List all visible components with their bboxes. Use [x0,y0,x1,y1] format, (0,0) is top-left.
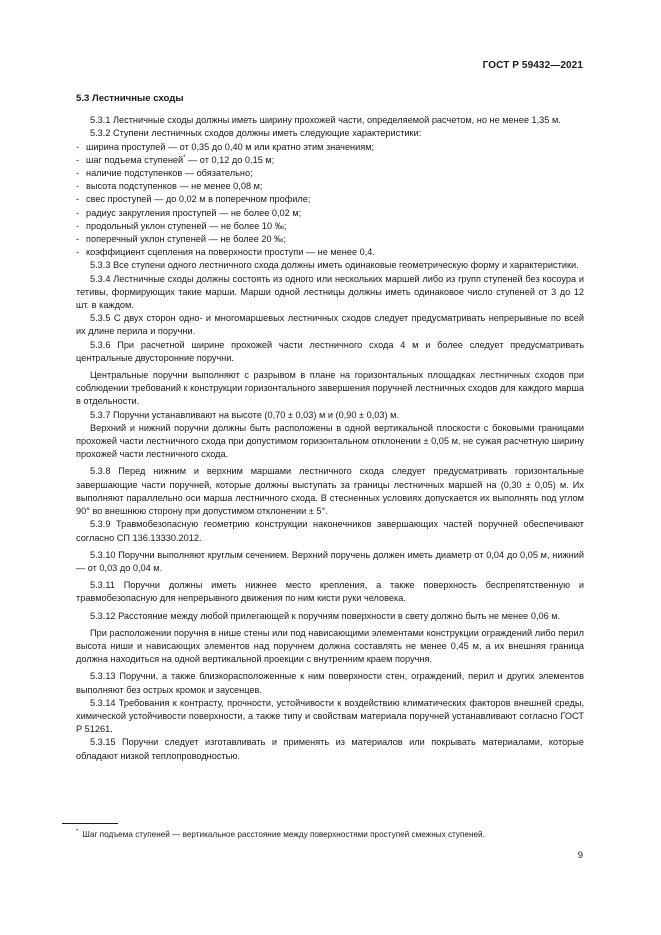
footnote-divider [62,823,118,824]
clause-5-3-5: 5.3.5 С двух сторон одно- и многомаршевых лестничных сходов следует предусматривать непрерывные по всей их длине перила и поручни. [76,313,584,337]
clause-paragraph: Верхний и нижний поручни должны быть расположены в одной вертикальной плоскости с боковыми границами прохожей части лестничного схода при допустимом горизонтальном отклонении ± 0,05 м, не сужая расчетную ширину прохожей части лестничного схода. [76,422,584,460]
page-content [76,92,584,763]
clause-5-3-12: 5.3.12 Расстояние между любой прилегающей к поручням поверхности в свету должно быть не менее 0,06 м. [90,610,561,621]
footnote-text: Шаг подъема ступеней — вертикальное расстояние между поверхностями проступей смежных ступеней. [82,830,485,839]
list-item: - высота подступенков — не менее 0,08 м; [76,181,263,192]
footnote [76,829,584,840]
clause-5-3-1: 5.3.1 Лестничные сходы должны иметь ширину прохожей части, определяемой расчетом, но не менее 1,35 м. [90,115,561,126]
document-code: ГОСТ Р 59432—2021 [482,60,583,71]
characteristics-list [76,141,584,260]
list-item: - поперечный уклон ступеней — не более 20 ‰; [76,234,286,245]
clause-5-3-6: 5.3.6 При расчетной ширине прохожей части лестничного схода 4 м и более следует предусматривать центральные двусторонние поручни. [76,339,584,363]
clause-5-3-9: 5.3.9 Травмобезопасную геометрию конструкции наконечников завершающих частей поручней обеспечивают согласно СП 136.13330.2012. [76,519,584,543]
clause-5-3-13: 5.3.13 Поручни, а также близкорасположенные к ним поверхности стен, ограждений, перил и других элементов выполняют без острых кромок и заусенцев. [76,671,584,695]
clause-5-3-7: 5.3.7 Поручни устанавливают на высоте (0,70 ± 0,03) м и (0,90 ± 0,03) м. [90,409,400,420]
clause-5-3-2: 5.3.2 Ступени лестничных сходов должны иметь следующие характеристики: [90,128,422,139]
clause-paragraph: При расположении поручня в нише стены или под нависающими элементами конструкции ограждений либо перил высота ниши и нависающих элементов над поручнем должна составлять не менее 0,45 м, а их внешняя граница должна находиться на одной вертикальной проекции с внутренним краем поручня. [76,627,584,665]
clause-5-3-3: 5.3.3 Все ступени одного лестничного схода должны иметь одинаковые геометрическую форму и характеристики. [90,260,579,271]
section-heading: 5.3 Лестничные сходы [76,93,184,104]
list-item: - радиус закругления проступей — не более 0,02 м; [76,207,302,218]
list-item: - коэффициент сцепления на поверхности проступи — не менее 0,4. [76,247,375,258]
clause-5-3-8: 5.3.8 Перед нижним и верхним маршами лестничного схода следует предусматривать горизонтальные завершающие части поручней, которые должны выступать за границы лестничных маршей на (0,30 ± 0,05) м. Их выполняют параллельно оси марша лестничного схода. В стесненных условиях допускается их выполнять под углом 90° во внешнюю сторону при допустимом отклонении ± 5°. [76,466,584,517]
clause-5-3-10: 5.3.10 Поручни выполняют круглым сечением. Верхний поручень должен иметь диаметр от 0,04 до 0,05 м, нижний — от 0,03 до 0,04 м. [76,549,584,573]
clause-5-3-14: 5.3.14 Требования к контрасту, прочности, устойчивости к воздействию климатических факторов внешней среды, химической устойчивости поверхности, а также типу и свойствам материала поручней устанавливают согласно ГОСТ Р 51261. [76,697,584,735]
page-number: 9 [577,850,583,861]
list-item: - продольный уклон ступеней — не более 10 ‰; [76,220,287,231]
list-item: - шаг подъема ступеней* — от 0,12 до 0,15 м; [76,154,275,165]
list-item: - ширина проступей — от 0,35 до 0,40 м или кратно этим значениям; [76,141,375,152]
clause-5-3-15: 5.3.15 Поручни следует изготавливать и применять из материалов или покрывать материалами, которые обладают низкой теплопроводностью. [76,737,584,761]
footnote-reference: * [183,154,186,161]
list-item: - свес проступей — до 0,02 м в поперечном профиле; [76,194,311,205]
clause-paragraph: Центральные поручни выполняют с разрывом в плане на горизонтальных площадках лестничных сходов при соблюдении требований к конструкции горизонтального завершения поручней лестничных сходов для каждого марша в отдельности. [76,370,584,407]
footnote-mark: * [76,829,79,836]
clause-5-3-4: 5.3.4 Лестничные сходы должны состоять из одного или нескольких маршей либо из групп ступеней без косоура и тетивы, формирующих такие марши. Марши одной лестницы должны иметь одинаковое число ступеней от 3 до 12 шт. в каждом. [76,273,584,311]
list-item: - наличие подступенков — обязательно; [76,168,253,179]
clause-5-3-11: 5.3.11 Поручни должны иметь нижнее место крепления, а также поверхность беспрепятственную и травмобезопасную для непрерывного движения по ним кисти руки человека. [76,580,584,604]
